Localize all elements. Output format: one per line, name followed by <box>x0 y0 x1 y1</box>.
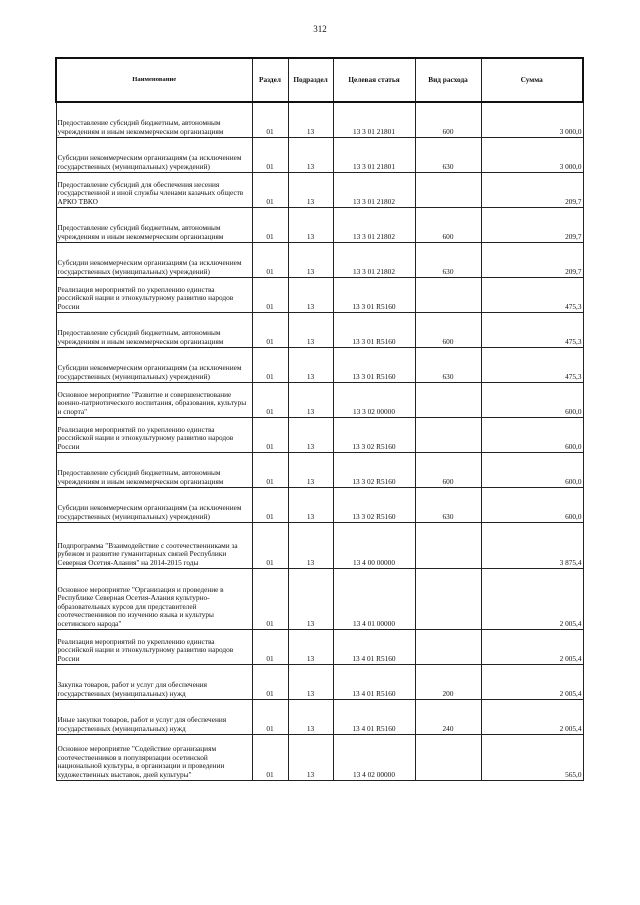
cell-name <box>56 452 252 487</box>
cell-target-article: 13 3 01 21802 <box>333 207 415 242</box>
cell-name-text: Основное мероприятие "Развитие и совершенствование военно-патриотического воспитания, образования, культуры и спорта" <box>57 389 247 416</box>
cell-subsection: 13 <box>288 487 333 522</box>
cell-sum: 2 005,4 <box>481 664 583 699</box>
cell-subsection: 13 <box>288 312 333 347</box>
cell-sum: 209,7 <box>481 207 583 242</box>
cell-subsection: 13 <box>288 664 333 699</box>
cell-section: 01 <box>252 568 288 629</box>
cell-expense-type: 200 <box>415 664 481 699</box>
cell-expense-type: 240 <box>415 699 481 734</box>
cell-expense-type <box>415 568 481 629</box>
cell-target-article: 13 3 01 R5160 <box>333 312 415 347</box>
cell-expense-type <box>415 382 481 417</box>
cell-subsection: 13 <box>288 382 333 417</box>
cell-name <box>56 172 252 207</box>
table-row <box>56 137 583 172</box>
cell-target-article: 13 4 01 R5160 <box>333 664 415 699</box>
table-body <box>56 102 583 780</box>
cell-section: 01 <box>252 277 288 312</box>
table-row <box>56 312 583 347</box>
cell-section: 01 <box>252 312 288 347</box>
cell-subsection: 13 <box>288 347 333 382</box>
cell-name <box>56 568 252 629</box>
cell-sum: 3 875,4 <box>481 522 583 568</box>
cell-name-text: Предоставление субсидий для обеспечения несения государственной и иной службы членами казачьих обществ АРКО ТВКО <box>57 179 244 206</box>
cell-name <box>56 699 252 734</box>
cell-expense-type <box>415 522 481 568</box>
cell-section: 01 <box>252 137 288 172</box>
cell-target-article: 13 4 00 00000 <box>333 522 415 568</box>
cell-subsection: 13 <box>288 568 333 629</box>
cell-name <box>56 382 252 417</box>
cell-sum: 475,3 <box>481 312 583 347</box>
cell-expense-type: 600 <box>415 207 481 242</box>
cell-subsection: 13 <box>288 452 333 487</box>
cell-name <box>56 487 252 522</box>
table-row <box>56 102 583 137</box>
cell-subsection: 13 <box>288 277 333 312</box>
cell-subsection: 13 <box>288 629 333 664</box>
budget-table <box>55 57 584 781</box>
cell-sum: 475,3 <box>481 347 583 382</box>
column-header-subsection: Подраздел <box>288 58 333 102</box>
cell-name <box>56 347 252 382</box>
cell-section: 01 <box>252 172 288 207</box>
cell-sum: 2 005,4 <box>481 629 583 664</box>
table-row <box>56 242 583 277</box>
cell-target-article: 13 4 01 R5160 <box>333 699 415 734</box>
cell-name-text: Закупка товаров, работ и услуг для обеспечения государственных (муниципальных) нужд <box>57 680 207 698</box>
table-row <box>56 522 583 568</box>
cell-name-text: Реализация мероприятий по укреплению единства российской нации и этнокультурному развитию народов России <box>57 424 234 451</box>
cell-name <box>56 242 252 277</box>
cell-name-text: Предоставление субсидий бюджетным, автономным учреждениям и иным некоммерческим организациям <box>57 328 224 346</box>
cell-section: 01 <box>252 242 288 277</box>
cell-expense-type <box>415 629 481 664</box>
cell-subsection: 13 <box>288 417 333 452</box>
cell-expense-type: 600 <box>415 102 481 137</box>
cell-target-article: 13 3 01 21802 <box>333 242 415 277</box>
cell-sum: 209,7 <box>481 242 583 277</box>
page-number: 312 <box>313 24 327 34</box>
table-row <box>56 487 583 522</box>
cell-name-text: Реализация мероприятий по укреплению единства российской нации и этнокультурному развитию народов России <box>57 636 234 663</box>
cell-name-text: Подпрограмма "Взаимодействие с соотечественниками за рубежом и развитие гуманитарных связей Республики Северная Осетия-Алания" на 2014-2015 годы <box>57 540 238 567</box>
cell-sum: 600,0 <box>481 452 583 487</box>
cell-section: 01 <box>252 487 288 522</box>
cell-sum: 2 005,4 <box>481 568 583 629</box>
cell-name-text: Субсидии некоммерческим организациям (за исключением государственных (муниципальных) учреждений) <box>57 153 242 171</box>
cell-target-article: 13 3 02 00000 <box>333 382 415 417</box>
cell-sum: 3 000,0 <box>481 102 583 137</box>
table-row <box>56 568 583 629</box>
cell-expense-type <box>415 417 481 452</box>
table-row <box>56 664 583 699</box>
cell-section: 01 <box>252 452 288 487</box>
cell-sum: 209,7 <box>481 172 583 207</box>
cell-name-text: Предоставление субсидий бюджетным, автономным учреждениям и иным некоммерческим организациям <box>57 468 224 486</box>
cell-section: 01 <box>252 629 288 664</box>
cell-name-text: Субсидии некоммерческим организациям (за исключением государственных (муниципальных) учреждений) <box>57 363 242 381</box>
cell-name <box>56 137 252 172</box>
cell-expense-type: 600 <box>415 452 481 487</box>
cell-target-article: 13 3 01 21801 <box>333 102 415 137</box>
cell-sum: 600,0 <box>481 417 583 452</box>
cell-subsection: 13 <box>288 522 333 568</box>
cell-target-article: 13 3 02 R5160 <box>333 417 415 452</box>
cell-name-text: Основное мероприятие "Организация и проведение в Республике Северная Осетия-Алания культурно-образовательных курсов для представителей соотечественников по изучению языка и культуры осетинского народа" <box>57 584 224 628</box>
cell-sum: 475,3 <box>481 277 583 312</box>
cell-target-article: 13 3 02 R5160 <box>333 452 415 487</box>
cell-sum: 3 000,0 <box>481 137 583 172</box>
table-row <box>56 417 583 452</box>
table-row <box>56 382 583 417</box>
cell-expense-type <box>415 172 481 207</box>
cell-subsection: 13 <box>288 102 333 137</box>
cell-target-article: 13 4 02 00000 <box>333 734 415 780</box>
cell-name <box>56 417 252 452</box>
cell-section: 01 <box>252 347 288 382</box>
cell-target-article: 13 3 01 R5160 <box>333 277 415 312</box>
cell-name <box>56 277 252 312</box>
cell-sum: 600,0 <box>481 382 583 417</box>
table-row <box>56 172 583 207</box>
cell-sum: 2 005,4 <box>481 699 583 734</box>
cell-expense-type <box>415 277 481 312</box>
cell-sum: 565,0 <box>481 734 583 780</box>
cell-name <box>56 664 252 699</box>
cell-target-article: 13 3 01 21801 <box>333 137 415 172</box>
cell-target-article: 13 3 01 21802 <box>333 172 415 207</box>
cell-section: 01 <box>252 382 288 417</box>
cell-expense-type: 630 <box>415 242 481 277</box>
cell-target-article: 13 4 01 R5160 <box>333 629 415 664</box>
cell-expense-type <box>415 734 481 780</box>
table-row <box>56 629 583 664</box>
cell-expense-type: 630 <box>415 347 481 382</box>
table-row <box>56 277 583 312</box>
cell-name-text: Субсидии некоммерческим организациям (за исключением государственных (муниципальных) учреждений) <box>57 503 242 521</box>
cell-section: 01 <box>252 664 288 699</box>
cell-name-text: Предоставление субсидий бюджетным, автономным учреждениям и иным некоммерческим организациям <box>57 118 224 136</box>
cell-name <box>56 629 252 664</box>
cell-name <box>56 102 252 137</box>
table-row <box>56 452 583 487</box>
table-row <box>56 699 583 734</box>
cell-section: 01 <box>252 417 288 452</box>
cell-subsection: 13 <box>288 207 333 242</box>
cell-section: 01 <box>252 699 288 734</box>
cell-name-text: Иные закупки товаров, работ и услуг для обеспечения государственных (муниципальных) нужд <box>57 715 227 733</box>
table-header-row <box>56 58 583 102</box>
cell-target-article: 13 3 02 R5160 <box>333 487 415 522</box>
cell-expense-type: 630 <box>415 487 481 522</box>
cell-name-text: Реализация мероприятий по укреплению единства российской нации и этнокультурному развитию народов России <box>57 284 234 311</box>
column-header-sum: Сумма <box>481 58 583 102</box>
cell-section: 01 <box>252 102 288 137</box>
column-header-target-article: Целевая статья <box>333 58 415 102</box>
cell-subsection: 13 <box>288 137 333 172</box>
cell-subsection: 13 <box>288 734 333 780</box>
cell-target-article: 13 3 01 R5160 <box>333 347 415 382</box>
column-header-name: Наименование <box>56 58 252 102</box>
cell-name-text: Предоставление субсидий бюджетным, автономным учреждениям и иным некоммерческим организациям <box>57 223 224 241</box>
cell-subsection: 13 <box>288 699 333 734</box>
cell-name-text: Основное мероприятие "Содействие организациям соотечественников в популяризации осетинской национальной культуры, в организации и проведении художественных выставок, дней культуры" <box>57 744 225 779</box>
cell-expense-type: 600 <box>415 312 481 347</box>
column-header-section: Раздел <box>252 58 288 102</box>
table-row <box>56 734 583 780</box>
cell-name <box>56 207 252 242</box>
cell-subsection: 13 <box>288 242 333 277</box>
table-row <box>56 347 583 382</box>
cell-name-text: Субсидии некоммерческим организациям (за исключением государственных (муниципальных) учреждений) <box>57 258 242 276</box>
cell-section: 01 <box>252 522 288 568</box>
cell-name <box>56 734 252 780</box>
cell-section: 01 <box>252 734 288 780</box>
cell-name <box>56 312 252 347</box>
cell-subsection: 13 <box>288 172 333 207</box>
table-row <box>56 207 583 242</box>
cell-section: 01 <box>252 207 288 242</box>
column-header-expense-type: Вид расхода <box>415 58 481 102</box>
cell-sum: 600,0 <box>481 487 583 522</box>
cell-expense-type: 630 <box>415 137 481 172</box>
cell-name <box>56 522 252 568</box>
cell-target-article: 13 4 01 00000 <box>333 568 415 629</box>
